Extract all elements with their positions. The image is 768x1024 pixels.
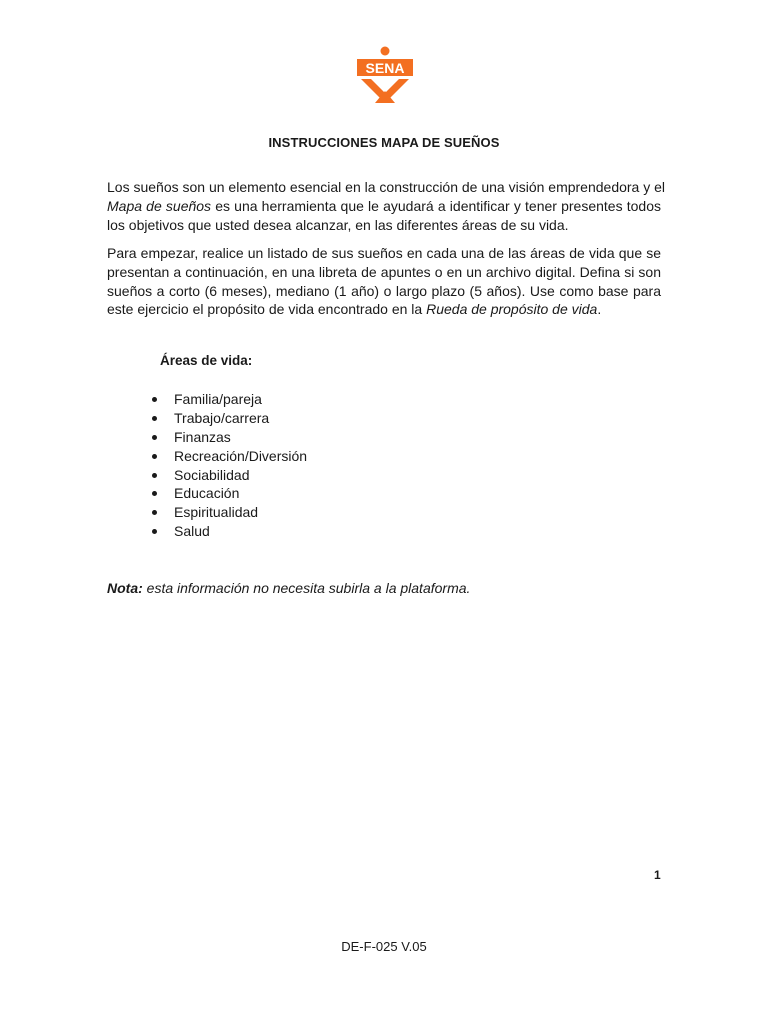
list-item: Trabajo/carrera — [150, 409, 307, 428]
list-item: Recreación/Diversión — [150, 447, 307, 466]
paragraph-line: Los sueños son un elemento esencial en la construcción de una visión emprendedora y el — [107, 179, 666, 195]
paragraph-line: Mapa de sueños es una herramienta que le ayudará a identificar y tener presentes todos — [107, 197, 661, 214]
instructions-paragraph — [107, 244, 661, 319]
list-item: Sociabilidad — [150, 466, 307, 485]
bullet-icon — [152, 454, 157, 459]
bullet-icon — [152, 529, 157, 534]
list-item: Finanzas — [150, 428, 307, 447]
paragraph-line: presentan a continuación, en una libreta de apuntes o en un archivo digital. Defina si son — [107, 263, 661, 280]
bullet-icon — [152, 473, 157, 478]
bullet-icon — [152, 491, 157, 496]
paragraph-line: sueños a corto (6 meses), mediano (1 año) o largo plazo (5 años). Use como base para — [107, 282, 661, 299]
areas-heading: Áreas de vida: — [160, 353, 253, 368]
rueda-emphasis: Rueda de propósito de vida — [426, 301, 598, 318]
logo-text: SENA — [365, 60, 405, 76]
bullet-icon — [152, 510, 157, 515]
bullet-icon — [152, 416, 157, 421]
intro-paragraph — [107, 178, 666, 234]
note-text: esta información no necesita subirla a la plataforma. — [142, 580, 471, 596]
page-number: 1 — [654, 868, 661, 882]
list-item: Espiritualidad — [150, 503, 307, 522]
areas-list — [150, 390, 307, 541]
bullet-icon — [152, 397, 157, 402]
sena-logo — [357, 46, 413, 104]
bullet-icon — [152, 435, 157, 440]
document-code: DE-F-025 V.05 — [341, 939, 427, 954]
note — [107, 580, 470, 596]
list-item: Familia/pareja — [150, 390, 307, 409]
paragraph-line: este ejercicio el propósito de vida encontrado en la Rueda de propósito de vida. — [107, 301, 602, 318]
paragraph-line: los objetivos que usted desea alcanzar, en las diferentes áreas de su vida. — [107, 216, 569, 233]
mapa-de-suenos-emphasis: Mapa de sueños — [107, 197, 212, 214]
document-title: INSTRUCCIONES MAPA DE SUEÑOS — [268, 135, 500, 150]
list-item: Salud — [150, 522, 307, 541]
note-label: Nota: — [107, 580, 143, 596]
list-item: Educación — [150, 484, 307, 503]
paragraph-line: Para empezar, realice un listado de sus sueños en cada una de las áreas de vida que se — [107, 245, 661, 261]
